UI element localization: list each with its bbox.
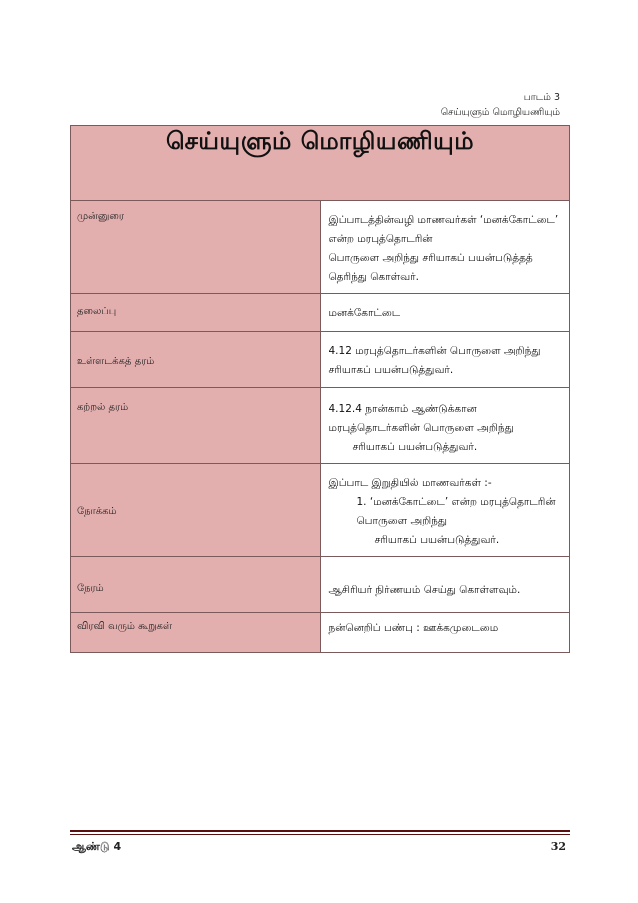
row-value-duration (320, 557, 570, 613)
footer-divider (70, 830, 570, 832)
row-label-learning-standard: கற்றல் தரம் (71, 388, 321, 464)
value-line: இப்பாட இறுதியில் மாணவர்கள் :- (328, 477, 492, 489)
table-row-topic (71, 294, 570, 332)
lesson-subtitle: செய்யுளும் மொழியணியும் (440, 107, 560, 118)
footer-year: ஆண்டு 4 (72, 840, 122, 853)
table-row-content-standard (71, 332, 570, 388)
lesson-number: பாடம் 3 (523, 92, 560, 103)
row-label-introduction: முன்னுரை (71, 201, 321, 294)
row-value-cross-elements (320, 613, 570, 653)
table-row-introduction (71, 201, 570, 294)
table-row-objective (71, 464, 570, 557)
row-label-cross-elements: விரவி வரும் கூறுகள் (71, 613, 321, 653)
value-line: பொருளை அறிந்து சரியாகப் பயன்படுத்தத் தெரிந்து கொள்வர். (328, 252, 533, 283)
row-label-topic: தலைப்பு (71, 294, 321, 332)
page-number: 32 (550, 840, 566, 853)
value-line: இப்பாடத்தின்வழி மாணவர்கள் ‘மனக்கோட்டை’ என்ற மரபுத்தொடரின் (328, 214, 559, 245)
value-line: நன்னெறிப் பண்பு : ஊக்கமுடைமை (328, 622, 499, 634)
row-value-introduction (320, 201, 570, 294)
value-line: சரியாகப் பயன்படுத்துவர். (352, 441, 478, 453)
table-title: செய்யுளும் மொழியணியும் (71, 126, 570, 201)
row-label-content-standard: உள்ளடக்கத் தரம் (71, 332, 321, 388)
table-row-duration (71, 557, 570, 613)
value-line: சரியாகப் பயன்படுத்துவர். (374, 534, 500, 546)
title-row (71, 126, 570, 201)
row-label-duration: நேரம் (71, 557, 321, 613)
row-label-objective: நோக்கம் (71, 464, 321, 557)
table-row-learning-standard (71, 388, 570, 464)
lesson-plan-table (70, 125, 570, 653)
value-line: மனக்கோட்டை (328, 307, 401, 319)
value-line: 4.12 மரபுத்தொடர்களின் பொருளை அறிந்து சரியாகப் பயன்படுத்துவர். (328, 344, 541, 376)
value-line: 4.12.4 நான்காம் ஆண்டுக்கான மரபுத்தொடர்களின் பொருளை அறிந்து (328, 403, 514, 434)
row-value-topic (320, 294, 570, 332)
value-line: ஆசிரியர் நிர்ணயம் செய்து கொள்ளவும். (328, 584, 521, 596)
footer-divider-thin (70, 834, 570, 835)
row-value-learning-standard (320, 388, 570, 464)
table-row-cross-elements (71, 613, 570, 653)
row-value-objective (320, 464, 570, 557)
objective-list-item: 1. ‘மனக்கோட்டை’ என்ற மரபுத்தொடரின் பொருளை அறிந்து (356, 496, 556, 527)
row-value-content-standard (320, 332, 570, 388)
page-header (441, 90, 560, 120)
